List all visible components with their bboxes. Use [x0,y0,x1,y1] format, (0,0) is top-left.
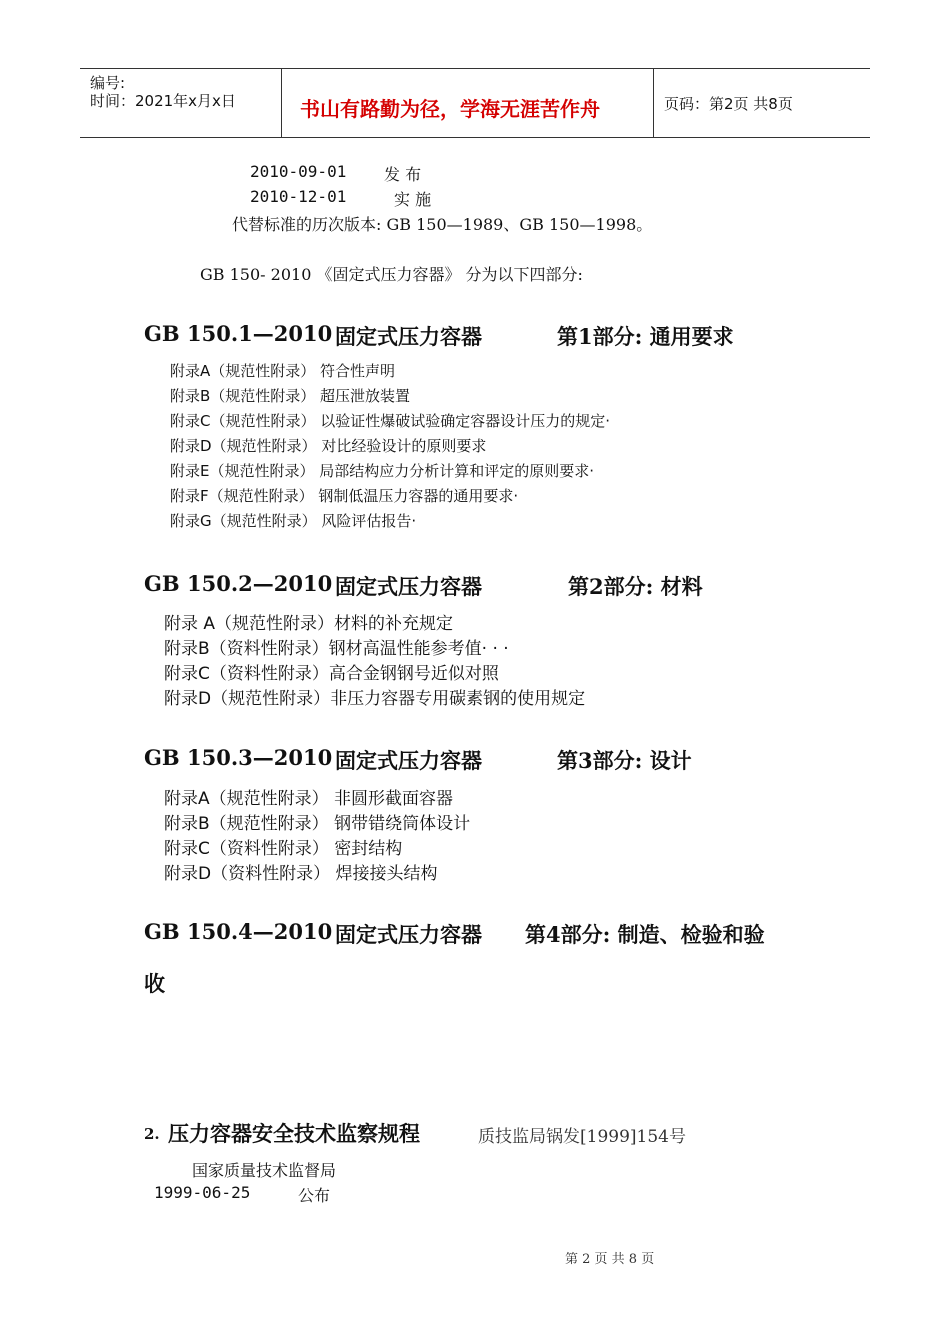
regulation-date: 1999-06-25 [154,1183,251,1202]
regulation-issuer: 国家质量技术监督局 [192,1161,337,1180]
part-name: 固定式压力容器 [335,574,482,599]
part-title: 第1部分: 通用要求 [557,324,734,349]
document-time-label: 时间：2021年x月x日 [90,92,236,110]
part-title: 第2部分: 材料 [568,574,703,599]
implement-label: 实 施 [394,190,432,209]
appendix-item: 附录E（规范性附录） 局部结构应力分析计算和评定的原则要求· [170,462,595,480]
regulation-doc-number: 质技监局锅发[1999]154号 [478,1127,686,1147]
appendix-item: 附录B（规范性附录） 钢带错绕筒体设计 [164,814,471,834]
part-code: GB 150.4—2010 [144,919,333,944]
regulation-title: 压力容器安全技术监察规程 [168,1121,420,1146]
appendix-item: 附录C（资料性附录）高合金钢钢号近似对照 [164,664,499,684]
publish-date: 2010-09-01 [250,162,347,181]
appendix-item: 附录B（规范性附录） 超压泄放装置 [170,387,411,405]
appendix-item: 附录F（规范性附录） 钢制低温压力容器的通用要求· [170,487,519,505]
part-code: GB 150.1—2010 [144,321,333,346]
part-title: 第4部分: 制造、检验和验 [525,922,765,947]
appendix-item: 附录D（规范性附录） 对比经验设计的原则要求 [170,437,487,455]
header-motto: 书山有路勤为径，学海无涯苦作舟 [300,97,600,121]
implement-date: 2010-12-01 [250,187,347,206]
appendix-item: 附录C（资料性附录） 密封结构 [164,839,403,859]
appendix-item: 附录D（资料性附录） 焊接接头结构 [164,864,438,884]
regulation-number: 2. [144,1125,160,1143]
appendix-item: 附录C（规范性附录） 以验证性爆破试验确定容器设计压力的规定· [170,412,611,430]
appendix-item: 附录A（规范性附录） 符合性声明 [170,362,396,380]
part-title-continued: 收 [144,971,165,996]
standard-intro: GB 150- 2010 《固定式压力容器》 分为以下四部分: [200,265,583,284]
page-footer: 第 2 页 共 8 页 [565,1252,655,1267]
part-code: GB 150.2—2010 [144,571,333,596]
part-name: 固定式压力容器 [335,748,482,773]
header-page-info: 页码：第2页 共8页 [664,95,793,113]
header-divider [653,69,654,137]
appendix-item: 附录A（规范性附录） 非圆形截面容器 [164,789,454,809]
regulation-date-label: 公布 [298,1186,331,1205]
appendix-item: 附录B（资料性附录）钢材高温性能参考值· · · [164,639,509,659]
page-header [80,68,870,138]
replaced-versions: 代替标准的历次版本: GB 150—1989、GB 150—1998。 [232,215,653,234]
appendix-item: 附录D（规范性附录）非压力容器专用碳素钢的使用规定 [164,689,586,709]
part-name: 固定式压力容器 [335,922,482,947]
appendix-item: 附录G（规范性附录） 风险评估报告· [170,512,417,530]
part-name: 固定式压力容器 [335,324,482,349]
publish-label: 发 布 [384,165,422,184]
appendix-item: 附录 A（规范性附录）材料的补充规定 [164,614,454,634]
document-number-label: 编号: [90,74,126,92]
part-title: 第3部分: 设计 [557,748,692,773]
part-code: GB 150.3—2010 [144,745,333,770]
header-divider [281,69,282,137]
